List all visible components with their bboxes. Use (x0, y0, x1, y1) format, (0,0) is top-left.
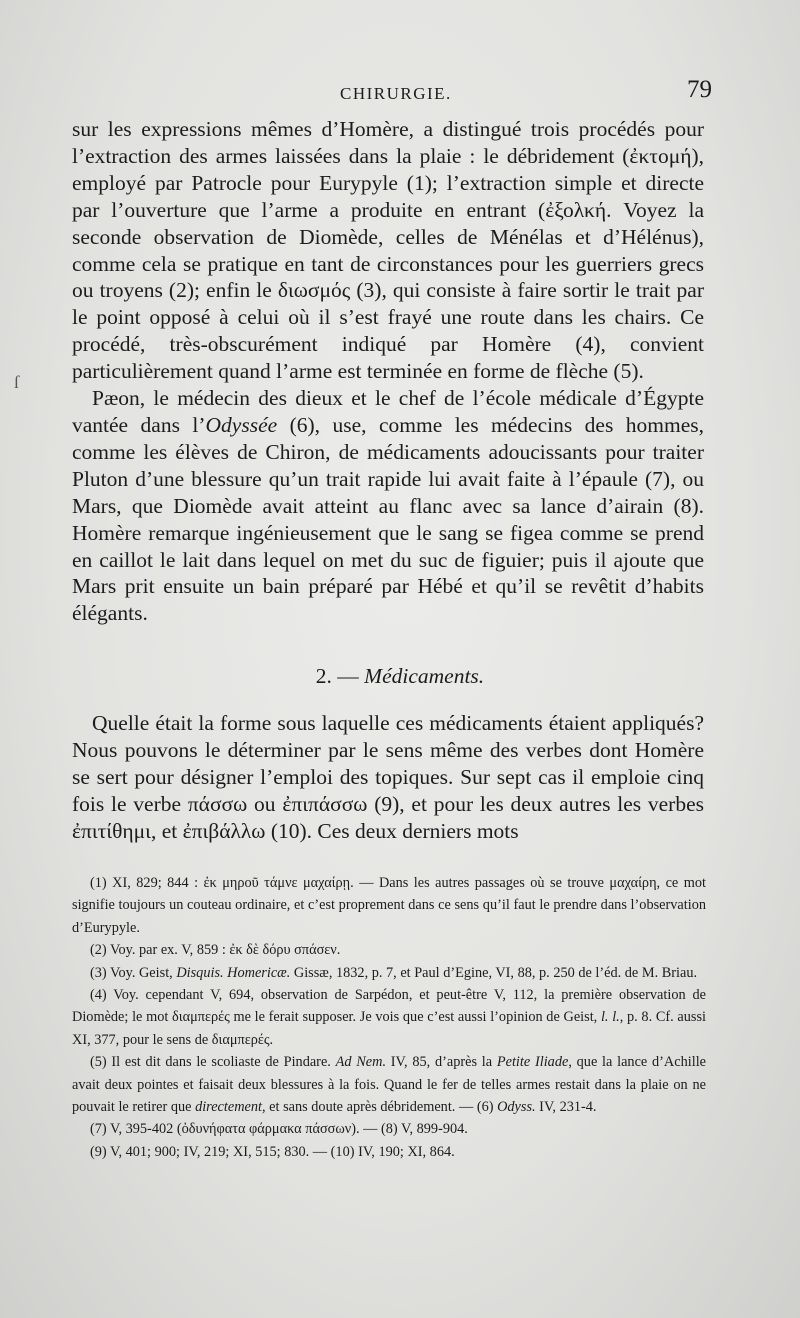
paragraph-1: sur les expressions mêmes d’Homère, a distingué trois procédés pour l’extraction des armes laissées dans la plaie : le débridement (ἐκτομή), employé par Patrocle pour Eurypyle (1); l’extraction simple et directe par l’ouverture que l’arme a produite en entrant (ἐξολκή. Voyez la seconde observation de Diomède, celles de Ménélas et d’Hélénus), comme cela se pratique en tant de circonstances pour les guerriers grecs ou troyens (2); enfin le διωσμός (3), qui consiste à faire sortir le trait par le point opposé à celui où il s’est frayé une route dans les chairs. Ce procédé, très-obscurément indiqué par Homère (4), convient particulièrement quand l’arme est terminée en forme de flèche (5). (72, 117, 704, 384)
footnote-5 (72, 1051, 706, 1118)
footnote-3-a: (3) Voy. Geist, (90, 964, 177, 981)
page-header (72, 76, 712, 112)
paragraph-2-text-a: Pæon, le médecin des dieux et le chef de l’école médicale d’Égypte vantée dans l’ (72, 386, 704, 437)
footnote-3 (72, 962, 706, 984)
page-number: 79 (687, 76, 712, 103)
footnote-2: (2) Voy. par ex. V, 859 : ἐκ δὲ δόρυ σπάσεν. (90, 942, 341, 959)
footnote-3-italic: Disquis. Homericæ. (176, 964, 291, 981)
section-number: 2. — (315, 664, 359, 688)
paragraph-2-italic: Odyssée (205, 412, 278, 437)
footnote-7: (7) V, 395-402 (ὀδυνήφατα φάρμακα πάσσων). — (8) V, 899-904. (90, 1121, 468, 1138)
paragraph-3: Quelle était la forme sous laquelle ces médicaments étaient appliqués? Nous pouvons le déterminer par le sens même des verbes dont Homère se sert pour désigner l’emploi des topiques. Sur sept cas il emploie cinq fois le verbe πάσσω ou ἐπιπάσσω (9), et pour les deux autres les verbes ἐπιτίθημι, et ἐπιβάλλω (10). Ces deux derniers mots (72, 711, 704, 843)
footnotes (72, 872, 706, 1163)
section-heading (0, 664, 800, 689)
paragraph-2-text-b: (6), use, comme les médecins des hommes, comme les élèves de Chiron, de médicaments adoucissants pour traiter Pluton d’une blessure qu’un trait rapide lui avait faite à l’épaule (7), ou Mars, que Diomède avait atteint au flanc avec sa lance d’airain (8). Homère remarque ingénieusement que le sang se figea comme se prend en caillot le lait dans lequel on met du suc de figuier; puis il ajoute que Mars prit ensuite un bain préparé par Hébé et qu’il se revêtit d’habits élégants. (72, 412, 704, 626)
footnote-5-e: IV, 231-4. (535, 1099, 597, 1116)
section-title: Médicaments. (364, 664, 485, 688)
footnote-5-italic-3: directement (195, 1099, 263, 1116)
footnote-5-a: (5) Il est dit dans le scoliaste de Pindare. (90, 1054, 336, 1071)
main-text (72, 116, 704, 627)
footnote-9: (9) V, 401; 900; IV, 219; XI, 515; 830. — (10) IV, 190; XI, 864. (90, 1143, 455, 1160)
footnote-1: (1) XI, 829; 844 : ἐκ μηροῦ τάμνε μαχαίρῃ. — Dans les autres passages où se trouve μαχαίρη, ce mot signifie toujours un couteau ordinaire, et c’est proprement dans ce sens qu’il faut le prendre dans l’observation d’Eurypyle. (72, 875, 706, 936)
footnote-5-italic-4: Odyss. (497, 1099, 536, 1116)
footnote-5-c: , que la lance d’Achille avait deux pointes et faisait deux blessures à la fois. Quand le fer de telles armes restait dans la plaie on ne pouvait le retirer que (72, 1054, 707, 1116)
footnote-5-italic-2: Petite Iliade (496, 1054, 569, 1071)
footnote-4-b: , p. 8. Cf. aussi XI, 377, pour le sens de διαμπερές. (72, 1009, 706, 1048)
footnote-5-b: IV, 85, d’après la (386, 1054, 497, 1071)
footnote-4-a: (4) Voy. cependant V, 694, observation de Sarpédon, et peut-être V, 112, la première observation de Diomède; le mot διαμπερές me le ferait supposer. Je vois que c’est aussi l’opinion de Geist, (72, 987, 706, 1026)
footnote-4 (72, 984, 706, 1051)
footnote-5-italic-1: Ad Nem. (335, 1054, 387, 1071)
running-title: CHIRURGIE. (340, 84, 452, 103)
footnote-3-b: Gissæ, 1832, p. 7, et Paul d’Egine, VI, 88, p. 250 de l’éd. de M. Briau. (290, 964, 698, 981)
margin-mark: ſ (14, 372, 20, 392)
footnote-5-d: , et sans doute après débridement. — (6) (262, 1099, 498, 1116)
footnote-4-italic: l. l. (600, 1009, 620, 1026)
paragraph-2 (72, 385, 704, 627)
